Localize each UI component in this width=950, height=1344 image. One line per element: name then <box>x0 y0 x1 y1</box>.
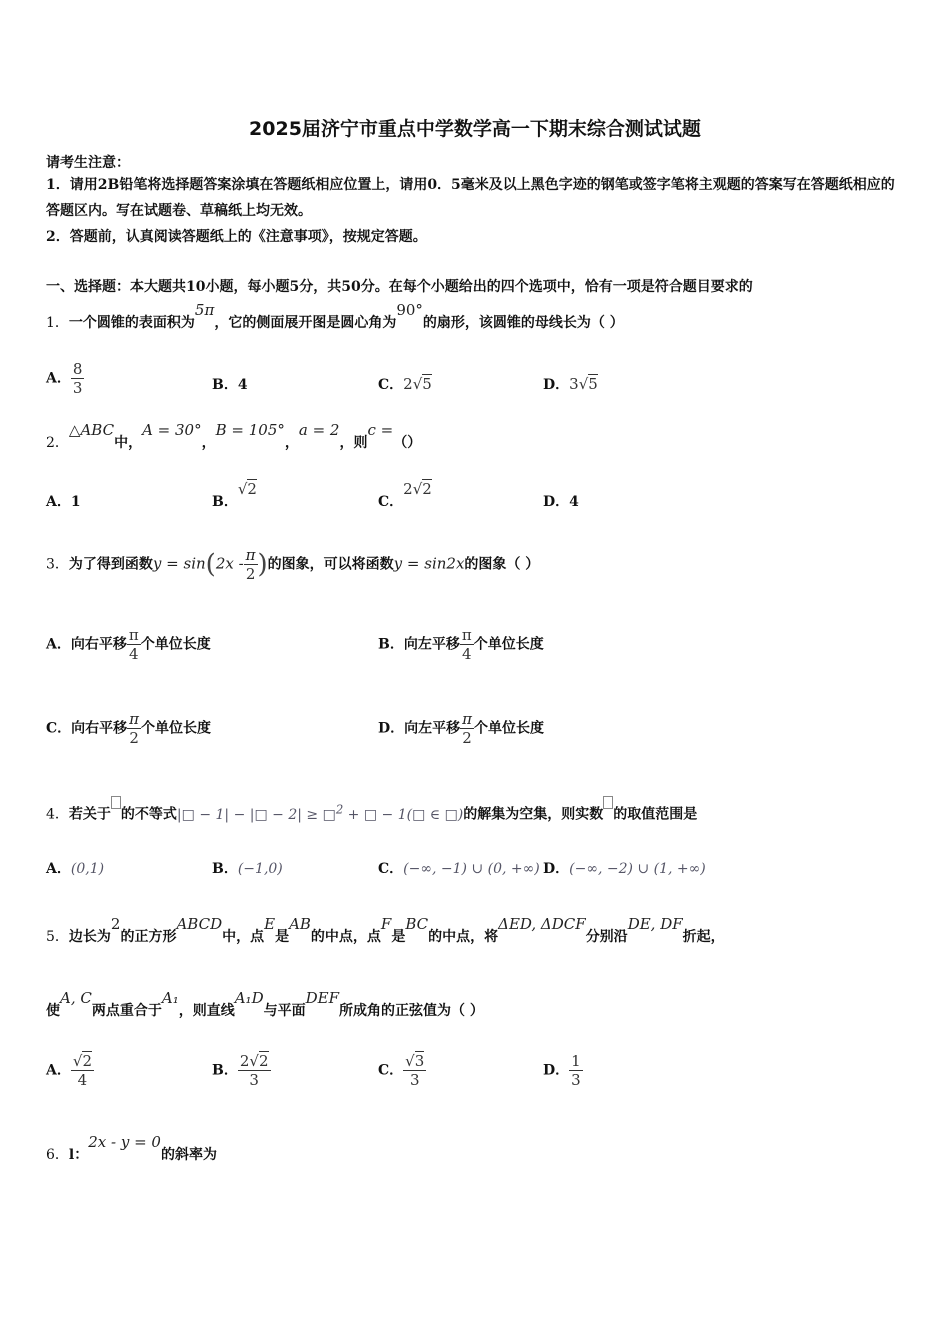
coefficient: 2 <box>239 1052 250 1070</box>
math-expression: E <box>264 915 276 933</box>
question-text: 分别沿 <box>585 929 628 945</box>
denominator: 3 <box>571 1071 581 1089</box>
numerator: 8 <box>72 360 83 378</box>
fraction <box>460 710 474 747</box>
option-a <box>46 626 211 663</box>
option-c <box>378 374 432 394</box>
radical: 3√5 <box>569 375 598 393</box>
left-paren: ( <box>205 549 216 580</box>
question-text: 两点重合于 <box>91 1003 162 1019</box>
math-expression: ABCD <box>176 915 223 933</box>
question-text: 若关于 <box>68 806 111 823</box>
radical: √2 <box>237 480 257 498</box>
math-expression: 5π <box>194 301 215 319</box>
math-expression: A = 30° <box>142 421 202 439</box>
option-text: 个单位长度 <box>141 720 212 737</box>
question-text: 是 <box>391 929 406 945</box>
question-number: 5． <box>46 929 69 945</box>
question-text: 是 <box>275 929 290 945</box>
fraction <box>127 626 141 663</box>
question-5-line-2 <box>46 989 484 1020</box>
option-d <box>543 1052 583 1089</box>
question-number: 2． <box>46 435 69 451</box>
option-b <box>212 858 283 878</box>
math-expression: |□ − 1| − |□ − 2| ≥ □ <box>176 806 336 823</box>
question-text: 折起， <box>682 929 725 945</box>
numerator: π <box>128 626 139 644</box>
math-expression: DE, DF <box>627 915 683 933</box>
option-value: (−∞, −1) ∪ (0, +∞) <box>403 861 540 877</box>
math-expression: A₁ <box>161 989 179 1007</box>
numerator: 2√2 <box>239 1052 269 1070</box>
option-label: B． <box>378 636 404 653</box>
question-text: 的扇形，该圆锥的母线长为（ ） <box>422 315 624 331</box>
option-text: 向左平移 <box>403 636 460 653</box>
option-d <box>543 858 706 878</box>
option-label: C． <box>378 377 404 393</box>
question-text: 的中点，点 <box>310 929 381 945</box>
coefficient: 2 <box>403 480 413 498</box>
question-text: 使 <box>46 1003 60 1019</box>
question-number: 4． <box>46 806 69 823</box>
option-label: A． <box>46 370 71 387</box>
math-expression: ΔED, ΔDCF <box>498 915 586 933</box>
math-expression: DEF <box>305 989 339 1007</box>
option-label: A． <box>46 861 71 877</box>
question-text: 所成角的正弦值为（ ） <box>338 1003 484 1019</box>
denominator: 2 <box>245 565 256 583</box>
option-label: B． <box>212 1062 238 1079</box>
page-title: 2025届济宁市重点中学数学高一下期末综合测试试题 <box>249 118 701 140</box>
section-heading: 一、选择题：本大题共10小题，每小题5分，共50分。在每个小题给出的四个选项中，恰有一项是符合题目要求的 <box>46 279 753 295</box>
missing-glyph-icon <box>111 796 121 809</box>
math-expression: A, C <box>60 989 92 1007</box>
radicand: 2 <box>82 1052 92 1070</box>
question-number: 1． <box>46 315 69 331</box>
option-label: C． <box>378 494 404 510</box>
question-text: 的图象（ ） <box>464 556 540 573</box>
numerator: 1 <box>571 1052 581 1070</box>
option-value: 4 <box>569 494 579 510</box>
question-text: 的图象，可以将函数 <box>267 556 394 573</box>
option-value: (0,1) <box>70 861 105 877</box>
denominator: 3 <box>409 1071 420 1089</box>
fraction <box>244 546 258 583</box>
fraction <box>460 626 474 663</box>
fraction <box>71 1052 94 1089</box>
right-paren: ) <box>257 549 268 580</box>
option-value: (−1,0) <box>237 861 283 877</box>
question-number: 6． <box>46 1147 69 1163</box>
fraction <box>238 1052 271 1089</box>
question-number: 3． <box>46 556 69 573</box>
exponent: 2 <box>335 802 344 816</box>
question-text: ，则直线 <box>178 1003 235 1019</box>
option-text: 个单位长度 <box>473 636 544 653</box>
numerator: √2 <box>72 1052 92 1070</box>
fraction <box>403 1052 426 1089</box>
radicand: 5 <box>588 375 598 393</box>
denominator: 4 <box>129 645 139 663</box>
denominator: 3 <box>72 379 83 397</box>
option-a <box>46 858 104 878</box>
question-4 <box>46 802 697 824</box>
denominator: 4 <box>77 1071 88 1089</box>
coefficient: 2 <box>403 375 413 393</box>
math-expression: + □ − 1(□ ∈ □) <box>343 806 464 823</box>
radicand: 2 <box>422 480 432 498</box>
math-expression: 2x - y = 0 <box>88 1133 161 1151</box>
option-label: D． <box>543 377 570 393</box>
option-value: 4 <box>237 377 248 393</box>
option-text: 个单位长度 <box>140 636 211 653</box>
question-text: 中， <box>114 435 143 451</box>
question-text: 与平面 <box>263 1003 306 1019</box>
question-text: 为了得到函数 <box>68 556 153 573</box>
inequality-image <box>176 802 464 823</box>
option-c <box>378 858 540 878</box>
option-d <box>543 374 598 394</box>
option-value: (−∞, −2) ∪ (1, +∞) <box>569 861 706 877</box>
math-expression: c = <box>367 421 394 439</box>
radicand: 3 <box>414 1052 425 1070</box>
question-2 <box>46 421 422 452</box>
math-expression: BC <box>405 915 429 933</box>
option-label: B． <box>212 861 238 877</box>
math-expression: a = 2 <box>298 421 340 439</box>
math-expression: A₁D <box>234 989 264 1007</box>
notice-heading: 请考生注意： <box>46 155 130 171</box>
option-a <box>46 1052 94 1089</box>
option-value: 1 <box>70 494 81 510</box>
radicand: 5 <box>422 375 432 393</box>
question-text: （） <box>393 435 422 451</box>
question-text: 的不等式 <box>120 806 177 823</box>
option-text: 向右平移 <box>71 720 128 737</box>
denominator: 3 <box>249 1071 259 1089</box>
numerator: π <box>462 710 472 728</box>
question-text: ，则 <box>339 435 368 451</box>
missing-glyph-icon <box>603 796 613 809</box>
option-c <box>378 480 432 511</box>
option-label: A． <box>46 494 71 510</box>
question-text: 的解集为空集，则实数 <box>463 806 604 823</box>
fraction <box>127 710 141 747</box>
question-text: 一个圆锥的表面积为 <box>68 315 195 331</box>
option-label: D． <box>543 1062 570 1079</box>
denominator: 2 <box>129 729 139 747</box>
option-text: 向右平移 <box>70 636 127 653</box>
radicand: 2 <box>247 480 257 498</box>
option-label: C． <box>378 1062 404 1079</box>
question-6 <box>46 1133 217 1164</box>
option-label: B． <box>212 494 238 510</box>
question-text: ，它的侧面展开图是圆心角为 <box>214 315 397 331</box>
separator: ， <box>201 435 216 451</box>
fraction <box>569 1052 583 1089</box>
option-a <box>46 491 81 511</box>
question-text: 中，点 <box>222 929 265 945</box>
option-a <box>46 360 84 397</box>
math-expression: F <box>380 915 392 933</box>
radical: 2√5 <box>403 375 432 393</box>
numerator: π <box>245 546 256 564</box>
numerator: π <box>129 710 140 728</box>
math-expression: 2x - <box>215 554 244 573</box>
option-label: A． <box>46 636 71 653</box>
option-label: A． <box>46 1062 71 1079</box>
option-b <box>212 480 257 511</box>
question-text: 的正方形 <box>120 929 177 945</box>
radicand: 2 <box>258 1052 269 1070</box>
option-c <box>46 710 211 747</box>
option-d <box>543 491 579 511</box>
option-b <box>212 1052 271 1089</box>
math-expression: 2 <box>110 915 121 933</box>
notice-item-2: 2．答题前，认真阅读答题纸上的《注意事项》，按规定答题。 <box>46 229 427 245</box>
question-5-line-1 <box>46 915 725 946</box>
separator: ， <box>284 435 299 451</box>
question-text: 的取值范围是 <box>613 806 698 823</box>
option-text: 个单位长度 <box>474 720 544 737</box>
numerator: √3 <box>405 1052 425 1070</box>
math-expression: AB <box>289 915 311 933</box>
math-expression: B = 105° <box>215 421 285 439</box>
question-1 <box>46 301 624 332</box>
notice-item-1: 1．请用2B铅笔将选择题答案涂填在答题纸相应位置上，请用0．5毫米及以上黑色字迹的钢笔或签字笔将主观题的答案写在答题纸相应的答题区内。写在试题卷、草稿纸上均无效。 <box>46 177 895 219</box>
math-expression: y = sin <box>152 554 206 573</box>
fraction <box>71 360 85 397</box>
denominator: 2 <box>462 729 472 747</box>
radical: 2√2 <box>403 480 432 498</box>
question-text: 的中点，将 <box>428 929 499 945</box>
numerator: π <box>461 626 472 644</box>
math-expression: 90° <box>396 301 423 319</box>
math-expression: △ABC <box>68 421 115 439</box>
question-3 <box>46 546 539 583</box>
math-expression: y = sin2x <box>393 554 465 573</box>
option-c <box>378 1052 426 1089</box>
option-label: C． <box>378 861 404 877</box>
option-label: D． <box>378 720 405 737</box>
line-label: l： <box>68 1147 89 1163</box>
option-label: B． <box>212 377 238 393</box>
option-label: D． <box>543 494 570 510</box>
coefficient: 3 <box>569 375 579 393</box>
option-label: C． <box>46 720 72 737</box>
denominator: 4 <box>462 645 472 663</box>
option-d <box>378 710 544 747</box>
option-text: 向左平移 <box>404 720 461 737</box>
question-text: 边长为 <box>68 929 111 945</box>
option-label: D． <box>543 861 570 877</box>
option-b <box>212 374 248 394</box>
question-text: 的斜率为 <box>160 1147 217 1163</box>
option-b <box>378 626 544 663</box>
